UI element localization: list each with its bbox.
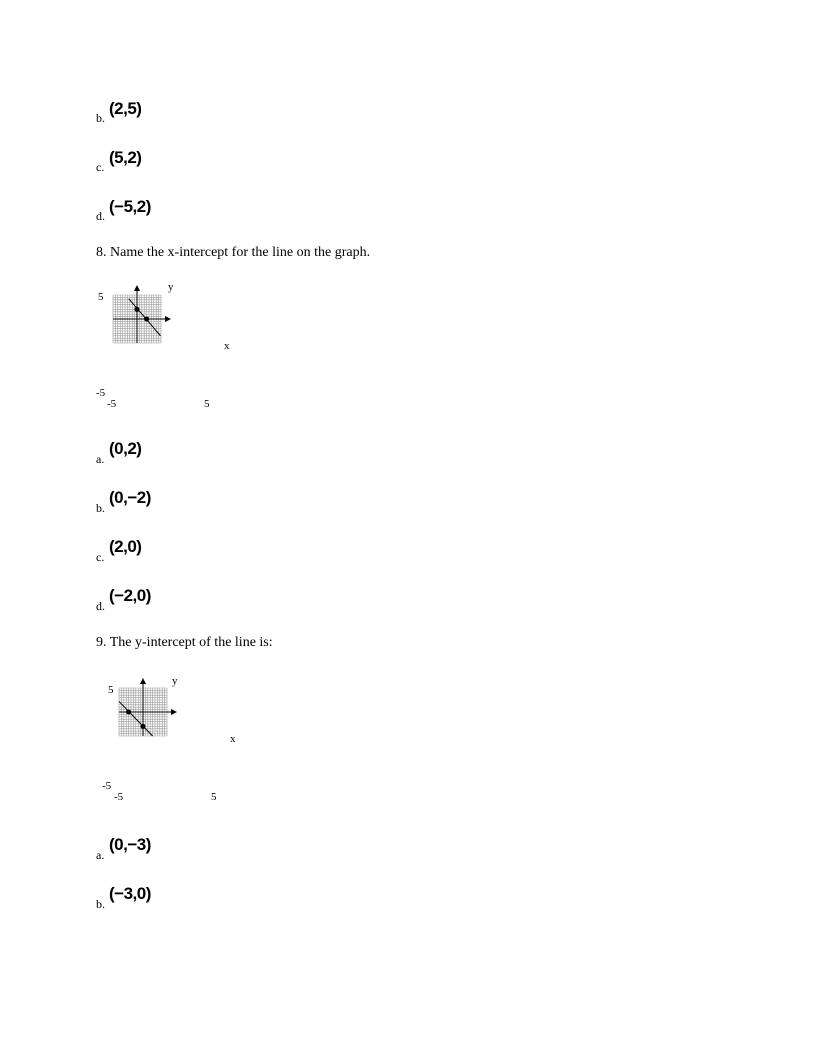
q9-y-label: y bbox=[172, 675, 178, 687]
q8-tick-bottom: -5 bbox=[96, 387, 106, 399]
option-coordinate: (−3,0) bbox=[109, 884, 151, 903]
q9-x-label: x bbox=[230, 733, 236, 745]
q8-point-y-intercept bbox=[135, 307, 140, 312]
q8-x-label: x bbox=[224, 340, 230, 352]
q8-y-label: y bbox=[168, 281, 174, 293]
q8-y-axis-arrow bbox=[134, 285, 140, 291]
q8-x-axis-arrow bbox=[165, 316, 171, 322]
q9-y-axis-arrow bbox=[140, 678, 146, 684]
option-coordinate: (−2,0) bbox=[109, 586, 151, 605]
q8-tick-left: -5 bbox=[107, 398, 117, 410]
q9-x-axis-arrow bbox=[171, 709, 177, 715]
option-letter: c. bbox=[96, 160, 105, 174]
q8-graph bbox=[94, 280, 244, 410]
question-9-text: 9. The y-intercept of the line is: bbox=[96, 635, 273, 650]
option-coordinate: (2,0) bbox=[109, 537, 142, 556]
option-letter: a. bbox=[96, 452, 105, 466]
option-coordinate: (0,−3) bbox=[109, 835, 151, 854]
q9-tick-left: -5 bbox=[114, 791, 124, 803]
q8-tick-top: 5 bbox=[98, 291, 104, 303]
option-coordinate: (2,5) bbox=[109, 99, 142, 118]
q9-tick-right: 5 bbox=[211, 791, 217, 803]
option-coordinate: (−5,2) bbox=[109, 197, 151, 216]
q9-tick-top: 5 bbox=[108, 684, 114, 696]
q9-point-y-intercept bbox=[141, 724, 146, 729]
option-letter: b. bbox=[96, 111, 105, 125]
option-letter: b. bbox=[96, 501, 105, 515]
q8-tick-right: 5 bbox=[204, 398, 210, 410]
option-letter: c. bbox=[96, 550, 105, 564]
option-letter: a. bbox=[96, 848, 105, 862]
option-coordinate: (0,−2) bbox=[109, 488, 151, 507]
q9-tick-bottom: -5 bbox=[102, 780, 112, 792]
option-letter: d. bbox=[96, 599, 105, 613]
option-letter: d. bbox=[96, 209, 105, 223]
question-8-text: 8. Name the x-intercept for the line on the graph. bbox=[96, 245, 371, 260]
option-coordinate: (0,2) bbox=[109, 439, 142, 458]
option-coordinate: (5,2) bbox=[109, 148, 142, 167]
q9-point-x-intercept bbox=[126, 710, 131, 715]
option-letter: b. bbox=[96, 897, 105, 911]
q9-graph bbox=[100, 673, 250, 803]
q8-point-x-intercept bbox=[144, 317, 149, 322]
